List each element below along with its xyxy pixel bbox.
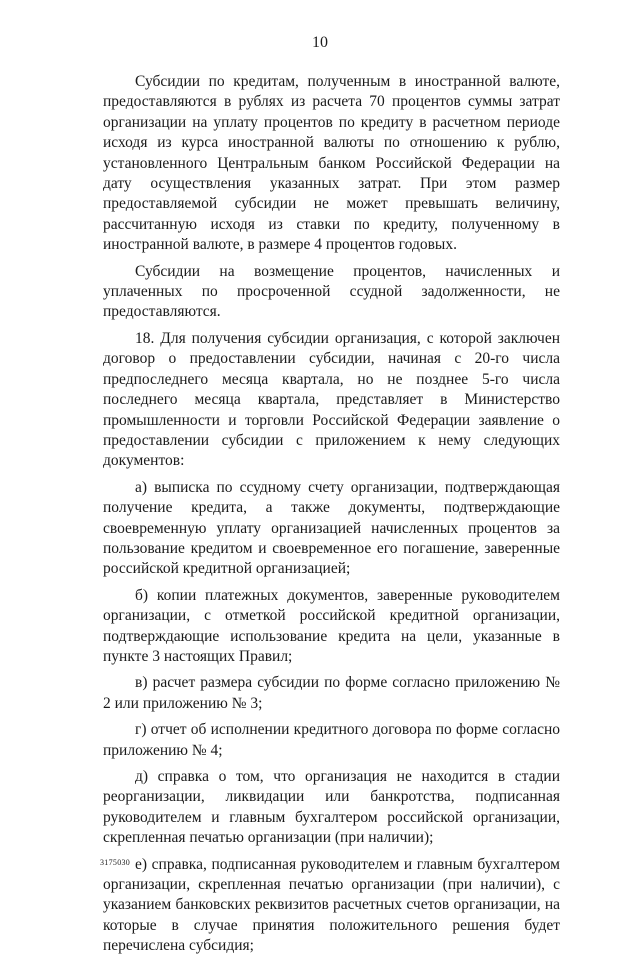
list-item-e: е) справка, подписанная руководителем и главным бухгалтером организации, скрепленная печатью организации (при наличии), с указанием банковских реквизитов расчетных счетов организации, на которые в случае принятия положительного решения будет перечислена субсидия;: [103, 855, 560, 955]
list-item-v: в) расчет размера субсидии по форме согласно приложению № 2 или приложению № 3;: [103, 674, 560, 712]
page-number: 10: [312, 34, 328, 51]
list-item-g: г) отчет об исполнении кредитного договора по форме согласно приложению № 4;: [103, 721, 560, 759]
document-body: [103, 72, 560, 962]
paragraph-overdue-interest: Субсидии на возмещение процентов, начисленных и уплаченных по просроченной ссудной задолженности, не предоставляются.: [103, 262, 560, 321]
list-item-d: д) справка о том, что организация не находится в стадии реорганизации, ликвидации или банкротства, подписанная руководителем и главным бухгалтером российской организации, скрепленная печатью организации (при наличии);: [103, 768, 560, 847]
document-code: 3175030: [100, 858, 131, 867]
list-item-a: а) выписка по ссудному счету организации, подтверждающая получение кредита, а также документы, подтверждающие своевременную уплату организацией начисленных процентов за пользование кредитом и своевременное его погашение, заверенные российской кредитной организацией;: [103, 478, 560, 578]
list-item-b: б) копии платежных документов, заверенные руководителем организации, с отметкой российской кредитной организации, подтверждающие использование кредита на цели, указанные в пункте 3 настоящих Правил;: [103, 586, 560, 665]
paragraph-clause-18: 18. Для получения субсидии организация, с которой заключен договор о предоставлении субсидии, начиная с 20-го числа предпоследнего месяца квартала, но не позднее 5-го числа последнего месяца квартала, представляет в Министерство промышленности и торговли Российской Федерации заявление о предоставлении субсидии с приложением к нему следующих документов:: [103, 329, 560, 470]
paragraph-foreign-currency-subsidy: Субсидии по кредитам, полученным в иностранной валюте, предоставляются в рублях из расчета 70 процентов суммы затрат организации на уплату процентов по кредиту в расчетном периоде исходя из курса иностранной валюты по отношению к рублю, установленного Центральным банком Российской Федерации на дату осуществления указанных затрат. При этом размер предоставляемой субсидии не может превышать величину, рассчитанную исходя из ставки по кредиту, полученному в иностранной валюте, в размере 4 процентов годовых.: [103, 73, 560, 254]
